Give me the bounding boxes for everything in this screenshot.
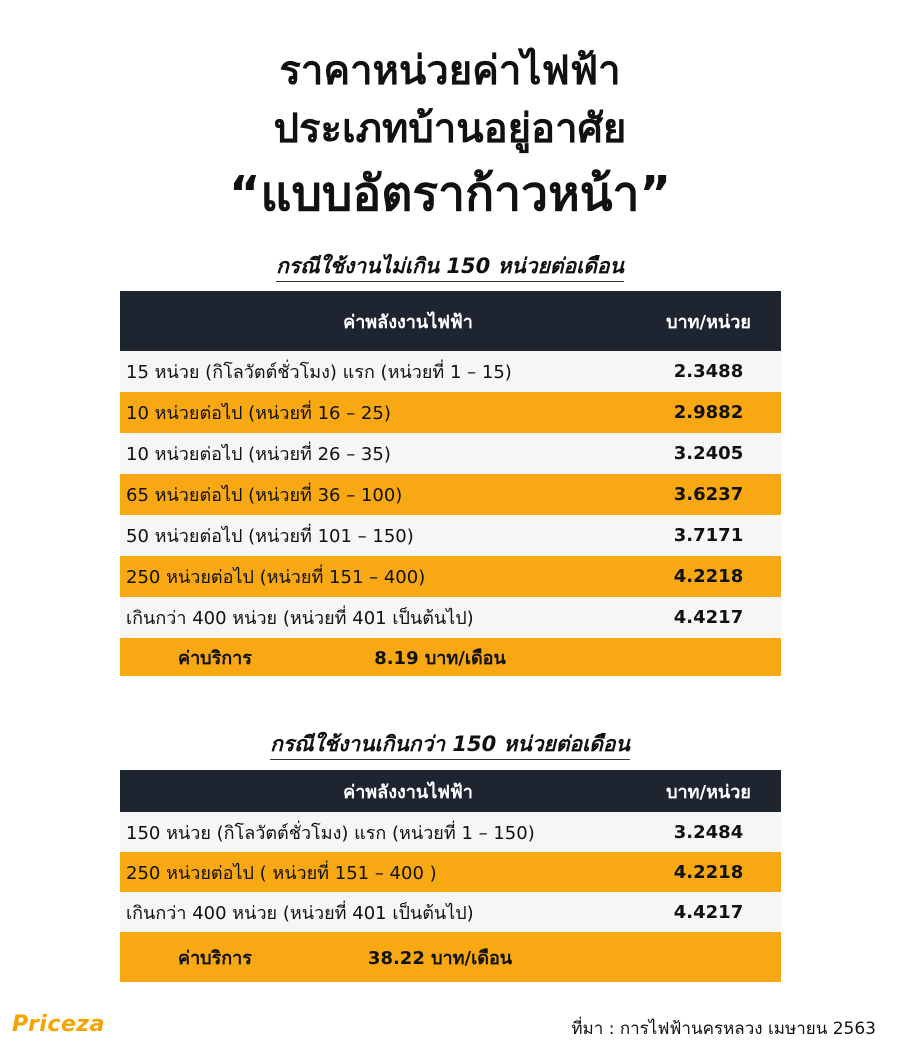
table-row <box>120 515 781 556</box>
row-desc: เกินกว่า 400 หน่วย (หน่วยที่ 401 เป็นต้นไป) <box>126 608 474 629</box>
case1-table <box>120 291 781 676</box>
row-desc: 250 หน่วยต่อไป (หน่วยที่ 151 – 400) <box>126 567 426 588</box>
row-rate: 3.7171 <box>673 525 744 546</box>
header-energy: ค่าพลังงานไฟฟ้า <box>343 311 473 333</box>
title-line-1: ราคาหน่วยค่าไฟฟ้า <box>279 48 621 94</box>
row-desc: 65 หน่วยต่อไป (หน่วยที่ 36 – 100) <box>126 485 403 506</box>
row-rate: 3.2484 <box>673 821 744 843</box>
row-rate: 4.4217 <box>673 607 744 628</box>
case2-heading-text: กรณีใช้งานเกินกว่า 150 หน่วยต่อเดือน <box>270 732 630 760</box>
service-value: 8.19 บาท/เดือน <box>374 647 506 669</box>
table-row <box>120 474 781 515</box>
table-row <box>120 852 781 892</box>
source-note: ที่มา : การไฟฟ้านครหลวง เมษายน 2563 <box>571 1019 876 1039</box>
row-desc: 150 หน่วย (กิโลวัตต์ชั่วโมง) แรก (หน่วยที่ 1 – 150) <box>126 822 535 844</box>
row-desc: 10 หน่วยต่อไป (หน่วยที่ 26 – 35) <box>126 444 391 465</box>
row-rate: 4.2218 <box>673 566 744 587</box>
header-rate: บาท/หน่วย <box>666 311 751 333</box>
title-line-3: “แบบอัตราก้าวหน้า” <box>228 166 672 222</box>
case2-table-header <box>120 770 781 812</box>
service-label: ค่าบริการ <box>178 647 252 669</box>
case1-service-fee <box>120 638 781 676</box>
case1-heading-text: กรณีใช้งานไม่เกิน 150 หน่วยต่อเดือน <box>276 254 624 282</box>
row-rate: 3.2405 <box>673 443 744 464</box>
table-row <box>120 351 781 392</box>
row-desc: 15 หน่วย (กิโลวัตต์ชั่วโมง) แรก (หน่วยที่ 1 – 15) <box>126 362 512 383</box>
row-desc: เกินกว่า 400 หน่วย (หน่วยที่ 401 เป็นต้นไป) <box>126 902 474 924</box>
row-desc: 10 หน่วยต่อไป (หน่วยที่ 16 – 25) <box>126 403 391 424</box>
row-rate: 2.9882 <box>673 402 744 423</box>
row-rate: 3.6237 <box>673 484 744 505</box>
table-row <box>120 892 781 932</box>
table-row <box>120 556 781 597</box>
row-rate: 4.4217 <box>673 901 744 923</box>
case1-heading <box>0 250 900 283</box>
header-energy: ค่าพลังงานไฟฟ้า <box>343 781 473 803</box>
case2-service-fee <box>120 932 781 982</box>
case1-table-header <box>120 291 781 351</box>
table-row <box>120 392 781 433</box>
header-rate: บาท/หน่วย <box>666 781 751 803</box>
service-value: 38.22 บาท/เดือน <box>367 947 513 969</box>
title-line-2: ประเภทบ้านอยู่อาศัย <box>273 106 627 152</box>
case2-table <box>120 770 781 982</box>
priceza-logo: Priceza <box>12 1012 105 1037</box>
row-desc: 50 หน่วยต่อไป (หน่วยที่ 101 – 150) <box>126 526 414 547</box>
table-row <box>120 597 781 638</box>
row-rate: 2.3488 <box>673 361 744 382</box>
row-desc: 250 หน่วยต่อไป ( หน่วยที่ 151 – 400 ) <box>126 862 437 884</box>
table-row <box>120 433 781 474</box>
case2-heading <box>0 728 900 761</box>
service-label: ค่าบริการ <box>178 947 252 969</box>
row-rate: 4.2218 <box>673 861 744 883</box>
table-row <box>120 812 781 852</box>
